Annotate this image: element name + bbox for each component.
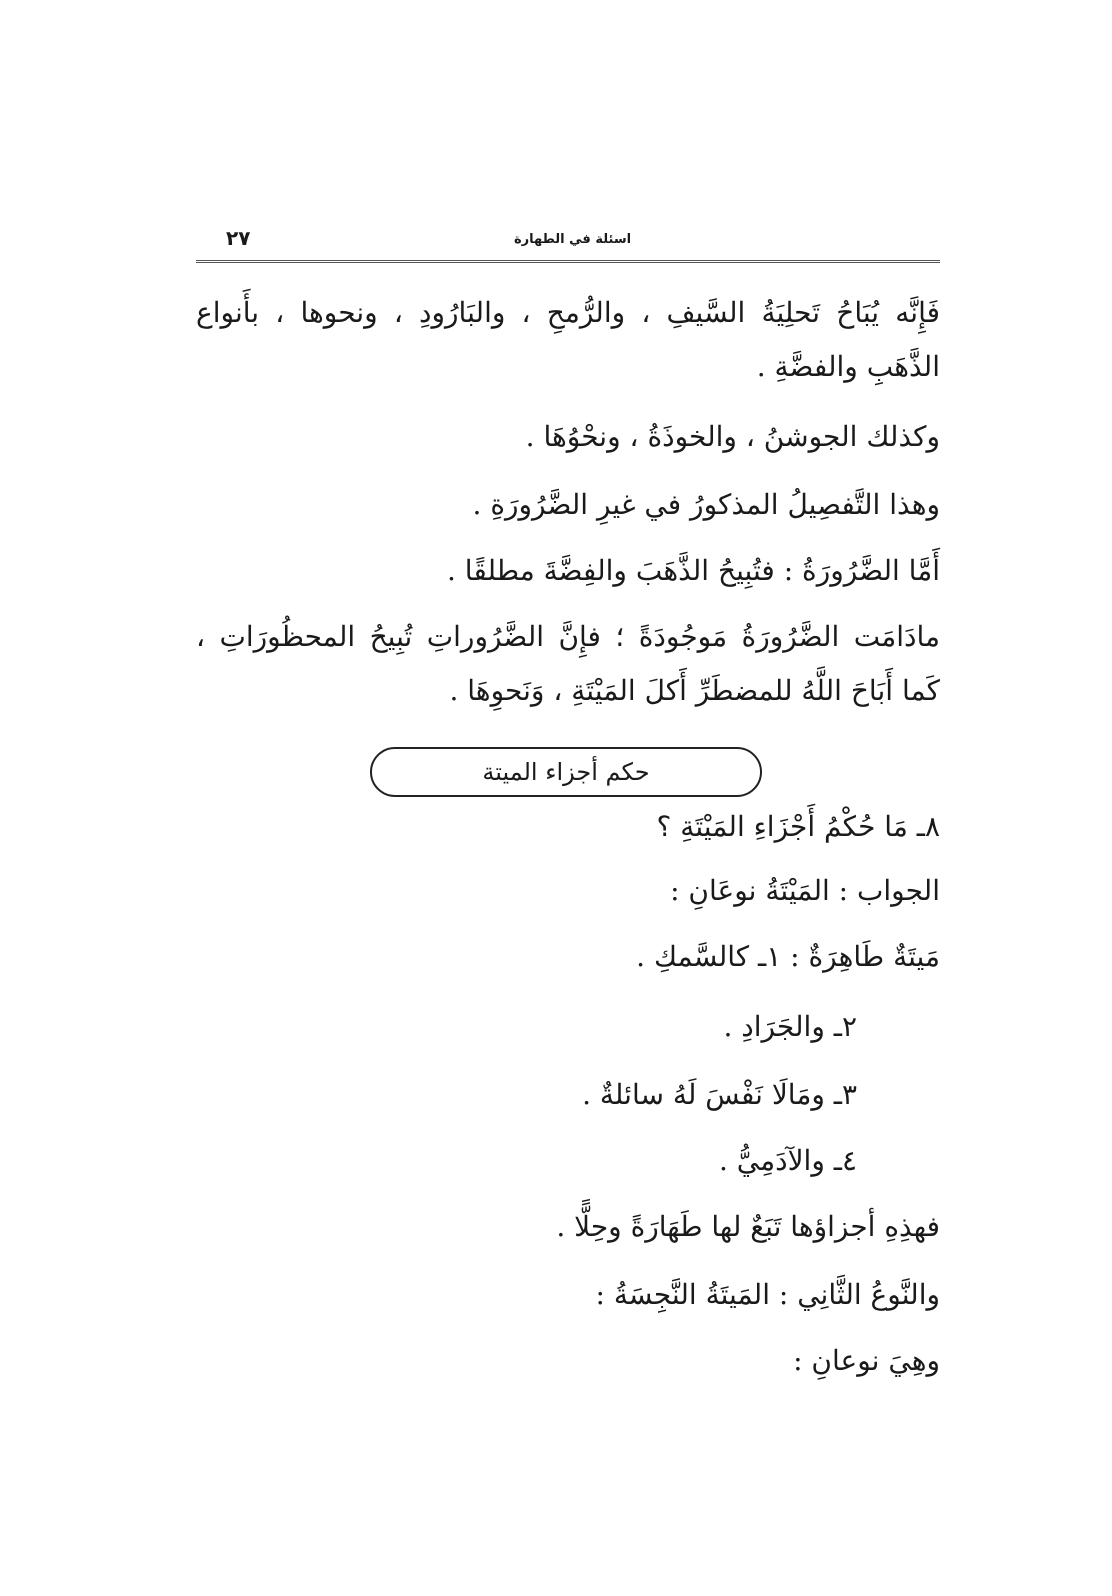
section-title: حكم أجزاء الميتة [482,758,650,786]
section-heading-box [370,747,762,797]
paragraph-detail-note: وهذا التَّفصِيلُ المذكورُ في غيرِ الضَّرُورَةِ . [472,488,940,521]
question-8: ٨ـ مَا حُكْمُ أَجْزَاءِ المَيْتَةِ ؟ [656,810,940,843]
page-number: ٢٧ [226,226,251,250]
list-item-locust: ٢ـ والجَرَادِ . [723,1010,857,1043]
paragraph-weapon-ornament: فَإِنَّه يُبَاحُ تَحلِيَةُ السَّيفِ ، والرُّمحِ ، والبَارُودِ ، ونحوها ، بأَنواع الذَّهَبِ والفضَّةِ . [196,296,940,383]
running-title: اسئلة في الطهارة [514,232,632,247]
answer-intro: الجواب : المَيْتَةُ نوعَانِ : [670,874,940,907]
list-item-fish: مَيتَةٌ طَاهِرَةٌ : ١ـ كالسَّمكِ . [636,940,940,973]
paragraph-necessity-rule: مادَامَت الضَّرُورَةُ مَوجُودَةً ؛ فإِنَّ الضَّرُوراتِ تُبِيحُ المحظُورَاتِ ، كَما أَبَاحَ اللَّهُ للمضطَرِّ أَكلَ المَيْتَةِ ، وَنَحوِهَا . [196,620,940,707]
second-type: والنَّوعُ الثَّانِي : المَيتَةُ النَّجِسَةُ : [595,1278,940,1311]
header-rule [196,260,940,263]
paragraph-necessity: أَمَّا الضَّرُورَةُ : فتُبِيحُ الذَّهَبَ والفِضَّةَ مطلقًا . [447,554,940,587]
list-item-no-blood: ٣ـ ومَالَا نَفْسَ لَهُ سائلةٌ . [582,1078,857,1111]
list-item-human: ٤ـ والآدَمِيُّ . [718,1144,857,1177]
conclusion: فهذِهِ أجزاؤها تَبَعٌ لها طَهَارَةً وحِلًّا . [556,1210,940,1243]
running-header [196,226,940,262]
paragraph-armor: وكذلك الجوشنُ ، والخوذَةُ ، ونحْوُهَا . [525,420,940,453]
second-type-intro: وهِيَ نوعانِ : [793,1344,940,1377]
